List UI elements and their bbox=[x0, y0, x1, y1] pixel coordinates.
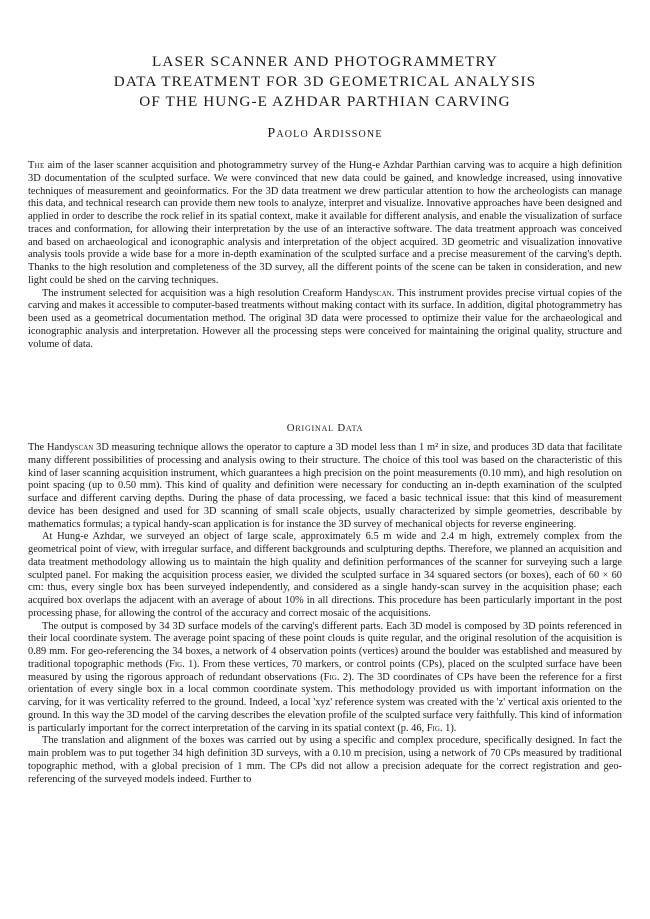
handyscan-smallcaps: scan bbox=[74, 442, 94, 453]
title-line-2: DATA TREATMENT FOR 3D GEOMETRICAL ANALYSIS bbox=[113, 73, 537, 90]
main-p3-text-d: . 1). bbox=[439, 722, 457, 734]
handyscan-smallcaps: scan bbox=[373, 287, 392, 299]
main-paragraph-2: At Hung-e Azhdar, we surveyed an object of large scale, approximately 6.5 m wide and 2.4 m high, extremely complex from the geometrical point of view, with irregular surface, and different backgrounds and sculpturing depths. Therefore, we planned an acquisition and data treatment methodology allowing us to maintain the high quality and definition performances of the scanner for surveying such a large sculpted panel. For making the acquisition process easier, we divided the sculpted surface in 34 squared sectors (or boxes), each of 60 × 60 cm: thus, every single box has been surveyed independently, and considered as a single handy-scan survey in the acquisition phase; each acquired box overlaps the adjacent with an average of about 10% in all directions. This procedure has been particularly important in the post processing phase, for allowing the control of the accuracy and correct mosaic of the acquisitions. bbox=[28, 531, 622, 619]
title-line-1: LASER SCANNER AND PHOTOGRAMMETRY bbox=[152, 53, 498, 70]
abstract-paragraph-2 bbox=[28, 288, 622, 352]
main-p3-text-b: . 1). From these vertices, 70 markers, or control points (CPs), placed on the sculpted surface have been measured by using the rigorous approach of redundant observations ( bbox=[28, 658, 622, 683]
main-p3-text-a: The output is composed by 34 3D surface models of the carving's different parts. Each 3D model is composed by 3D points referenced in their local coordinate system. The average point spacing of these point clouds is quite regular, and the original resolution of the acquisition is 0.89 mm. For geo-referencing the 34 boxes, a network of 4 observation points (vertices) around the boulder was established and measured by traditional topographic methods ( bbox=[28, 620, 622, 670]
lead-word: The bbox=[28, 160, 45, 171]
section-heading: Original Data bbox=[286, 422, 364, 434]
abstract-p2-text-b: . This instrument provides precise virtual copies of the carving and makes it accessible to computer-based treatments without making contact with its surface. In addition, digital photogrammetry has been used as a geometrical documentation method. The original 3D data were processed to optimize their value for the archaeological and iconographic analysis and interpretation. However all the processing steps were conceived for maintaining the original quality, structure and volume of data. bbox=[28, 287, 622, 350]
abstract-p2-text-a: The instrument selected for acquisition was a high resolution Creaform Handy bbox=[42, 287, 374, 299]
abstract-p1-text: aim of the laser scanner acquisition and photogrammetry survey of the Hung-e Azhdar Parthian carving was to acquire a high definition 3D documentation of the sculpted surface. We were convinced that new data could be gained, and knowledge increased, using innovative techniques of measurement and geoinformatics. For the 3D data treatment we drew particular attention to how the archeologists can manage this data, and technical research can provide them new tools to analyze, interpret and visualize. Innovative approaches have been designed and applied in order to describe the rock relief in its spatial context, make it available for different analysis, and enable the visualization of surface traces and conformation, for allowing their interpretation by the use of an interactive software. The data treatment approach was conceived and based on archaeological and iconographic analysis and interpretation of the object acquired. 3D geometric and visualization innovative analysis tools provide a wide base for a more in-depth examination of the sculpted surface and a precise measurement of the carving's depth. Thanks to the high resolution and completeness of the 3D survey, all the different points of the scene can be taken in consideration, and new light could be shed on the carving techniques. bbox=[28, 160, 622, 286]
fig-ref-3: Fig bbox=[426, 722, 440, 734]
main-text bbox=[28, 442, 622, 786]
abstract bbox=[28, 160, 622, 351]
paper-title bbox=[40, 52, 610, 112]
main-paragraph-4: The translation and alignment of the boxes was carried out by using a specific and complex procedure, specifically designed. In fact the main problem was to put together 34 high definition 3D surveys, with a 0.10 m precision, using a network of 70 CPs measured by traditional topographic method, with a global precision of 1 mm. The CPs did not allow a precision adequate for the correct registration and geo-referencing of the surveyed models indeed. Further to bbox=[28, 735, 622, 785]
main-paragraph-1 bbox=[28, 442, 622, 531]
main-paragraph-3 bbox=[28, 621, 622, 736]
main-p3-text-c: . 2). The 3D coordinates of CPs have been the reference for a first orientation of every single box in a local common coordinate system. This methodology provided us with important information on the carving, for it was verticality referred to the ground. Indeed, a local 'xyz' reference system was created with the 'z' vertical axis oriented to the ground. In this way the 3D model of the carving describes the elevation profile of the sculpted surface very faithfully. This kind of information is particularly important for the correct interpretation of the carving in its spatial context (p. 46, bbox=[28, 671, 622, 734]
title-line-3: OF THE HUNG-E AZHDAR PARTHIAN CARVING bbox=[139, 93, 511, 110]
main-p1-text-b: 3D measuring technique allows the operator to capture a 3D model less than 1 m² in size, and produces 3D data that facilitate many different possibilities of processing and analysis owing to their structure. The choice of this tool was based on the characteristic of this kind of laser scanning acquisition instrument, which guarantees a high precision on the point measurements (0.10 mm), and high resolution on point spacing (up to 0.50 mm). This kind of quality and definition were necessary for conducting an in-depth examination of the sculpted surface and different carving depths. During the phase of data processing, we faced a basic technical issue: that this kind of measurement device has been designed and used for 3D scanning of small scale objects, usually characterized by simple geometries, describable by mathematics formulas; a typical handy-scan application is for instance the 3D survey of mechanical objects for reverse engineering. bbox=[28, 442, 622, 530]
fig-ref-2: Fig bbox=[323, 671, 337, 683]
abstract-paragraph-1 bbox=[28, 160, 622, 288]
main-p1-text-a: The Handy bbox=[28, 442, 75, 453]
fig-ref-1: Fig bbox=[169, 658, 183, 670]
author-name: Paolo Ardissone bbox=[267, 126, 383, 141]
